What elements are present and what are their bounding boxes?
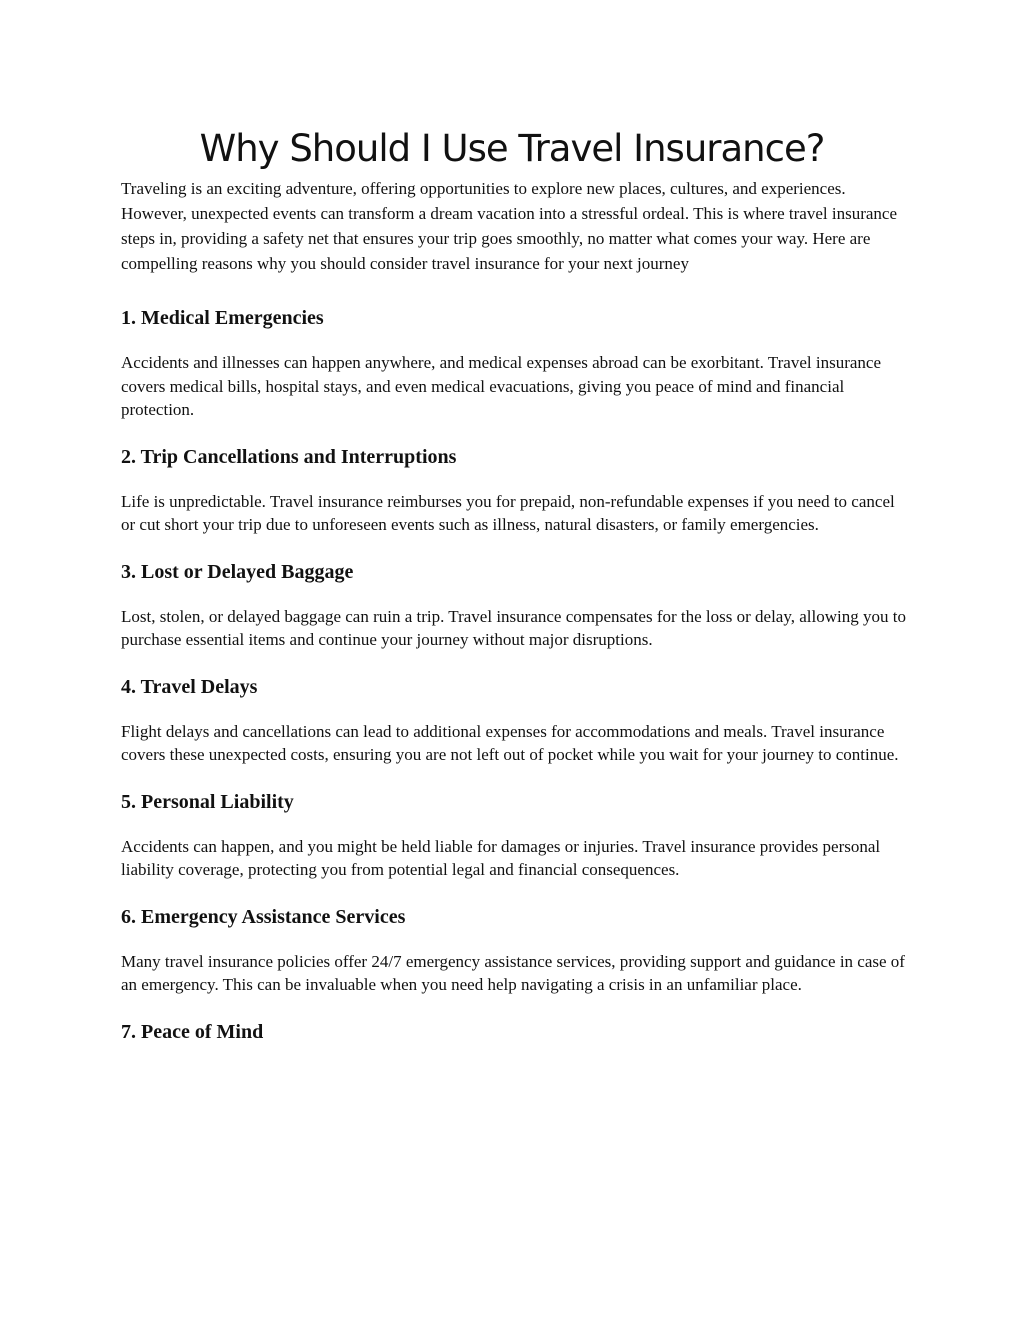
section-heading: 6. Emergency Assistance Services <box>121 905 406 928</box>
section-peace-of-mind <box>121 1019 911 1045</box>
section-paragraph: Accidents and illnesses can happen anywhere, and medical expenses abroad can be exorbitant. Travel insurance covers medical bills, hospital stays, and even medical evacuations, giving you peace of mind and financial protection. <box>121 353 882 419</box>
section-travel-delays <box>121 674 911 767</box>
section-trip-cancellations <box>121 444 911 537</box>
document-body <box>121 176 911 1065</box>
section-personal-liability <box>121 789 911 882</box>
page-title: Why Should I Use Travel Insurance? <box>199 127 825 170</box>
section-paragraph: Life is unpredictable. Travel insurance reimburses you for prepaid, non-refundable expenses if you need to cancel or cut short your trip due to unforeseen events such as illness, natural disasters, or family emergencies. <box>121 491 895 534</box>
section-paragraph: Accidents can happen, and you might be held liable for damages or injuries. Travel insurance provides personal liability coverage, protecting you from potential legal and financial consequences. <box>121 836 881 879</box>
section-paragraph: Lost, stolen, or delayed baggage can ruin a trip. Travel insurance compensates for the loss or delay, allowing you to purchase essential items and continue your journey without major disruptions. <box>121 606 906 649</box>
intro-paragraph: Traveling is an exciting adventure, offering opportunities to explore new places, cultures, and experiences. However, unexpected events can transform a dream vacation into a stressful ordeal. This is where travel insurance steps in, providing a safety net that ensures your trip goes smoothly, no matter what comes your way. Here are compelling reasons why you should consider travel insurance for your next journey <box>121 179 897 273</box>
section-heading: 1. Medical Emergencies <box>121 307 324 329</box>
section-heading: 2. Trip Cancellations and Interruptions <box>121 445 457 468</box>
section-paragraph: Flight delays and cancellations can lead to additional expenses for accommodations and meals. Travel insurance covers these unexpected costs, ensuring you are not left out of pocket while you wait for your journey to continue. <box>121 721 899 764</box>
section-emergency-assistance <box>121 904 911 997</box>
section-paragraph: Many travel insurance policies offer 24/7 emergency assistance services, providing support and guidance in case of an emergency. This can be invaluable when you need help navigating a crisis in an unfamiliar place. <box>121 951 905 994</box>
section-heading: 5. Personal Liability <box>121 790 294 813</box>
section-lost-baggage <box>121 559 911 652</box>
section-medical-emergencies <box>121 305 911 422</box>
section-heading: 3. Lost or Delayed Baggage <box>121 560 354 583</box>
section-heading: 4. Travel Delays <box>121 675 258 698</box>
section-heading: 7. Peace of Mind <box>121 1020 264 1043</box>
